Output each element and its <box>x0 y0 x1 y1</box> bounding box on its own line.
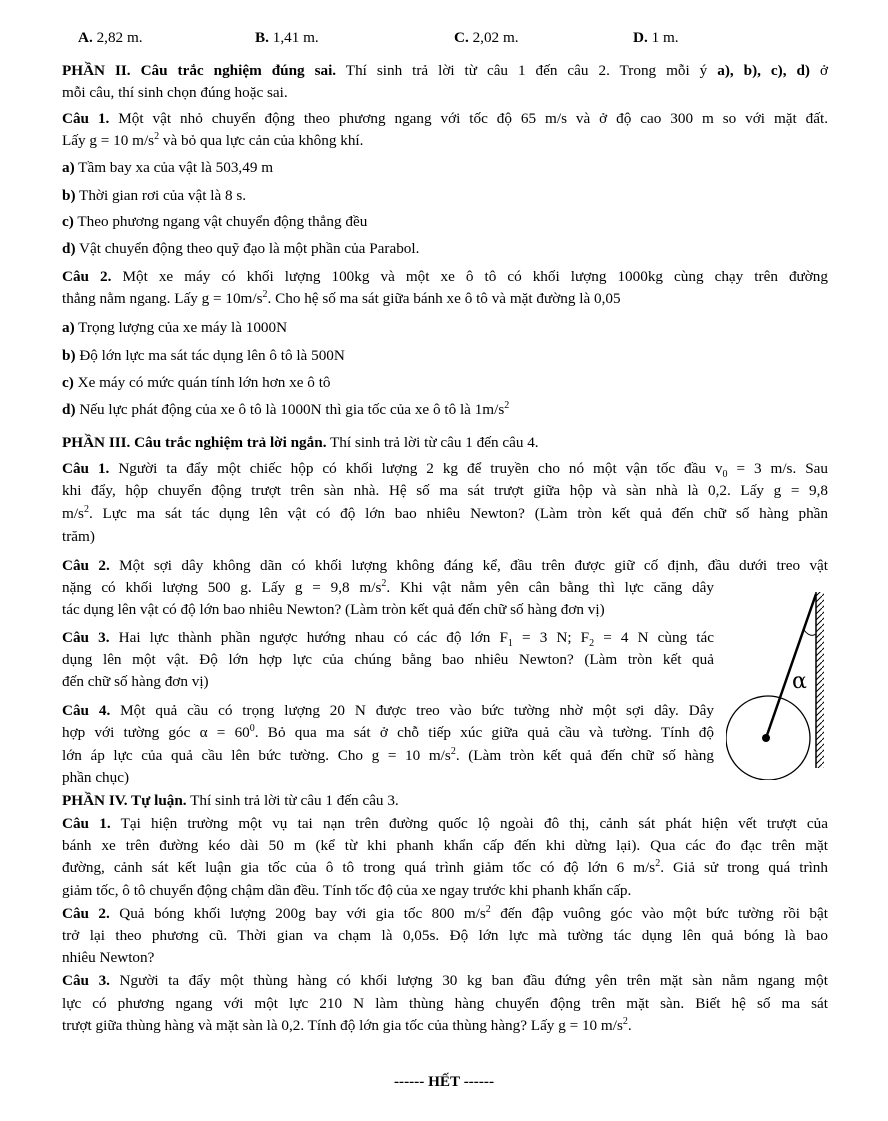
part3-question3-line2: dụng lên một vật. Độ lớn hợp lực của chúng bằng bao nhiêu Newton? (Làm tròn kết quả <box>62 651 714 668</box>
part4-question3-line2: lực có phương ngang với một lực 210 N làm thùng hàng chuyển động trên mặt sàn. Biết hệ số ma sát <box>62 995 828 1012</box>
part3-question3: Câu 3. Hai lực thành phần ngược hướng nhau có các độ lớn $F_1 = 3$ N; $F_2 = 4$ N cùng tác <box>62 629 714 650</box>
part2-question2-line2: thẳng nằm ngang. Lấy $g = 10m/s^2$. Cho hệ số ma sát giữa bánh xe ô tô và mặt đường là 0,05 <box>62 288 621 307</box>
part4-question2-line3: nhiêu Newton? <box>62 949 155 966</box>
answer-option-c: C. 2,02 m. <box>454 29 519 46</box>
wall-hatching <box>816 592 824 768</box>
ball-center-dot <box>762 734 770 742</box>
part4-question1: Câu 1. Tại hiện trường một vụ tai nạn trên đường quốc lộ ngoài đô thị, cảnh sát phát hiện vết trượt của <box>62 815 828 832</box>
part2-q2-item-d: d) Nếu lực phát động của xe ô tô là 1000N thì gia tốc của xe ô tô là $1m/s^2$ <box>62 399 510 418</box>
part3-question4-line4: phần chục) <box>62 769 130 786</box>
hanging-ball-figure <box>726 590 830 780</box>
part3-question1-line2: khi đẩy, hộp chuyển động trượt trên sàn nhà. Hệ số ma sát trượt giữa hộp và sàn nhà là 0,2. Lấy g = 9,8 <box>62 482 828 499</box>
part3-question4-line2: hợp với tường góc $\alpha = 60^0$. Bỏ qua ma sát ở chỗ tiếp xúc giữa quả cầu và tường. Tính độ <box>62 722 714 741</box>
part2-q1-item-d: d) Vật chuyển động theo quỹ đạo là một phần của Parabol. <box>62 240 420 257</box>
part3-question2-line3: tác dụng lên vật có độ lớn bao nhiêu Newton? (Làm tròn kết quả đến chữ số hàng đơn vị) <box>62 601 605 618</box>
part2-q1-item-a: a) Tầm bay xa của vật là 503,49 m <box>62 159 274 176</box>
part2-q1-item-c: c) Theo phương ngang vật chuyển động thẳng đều <box>62 213 368 230</box>
part3-question2: Câu 2. Một sợi dây không dãn có khối lượng không đáng kể, đầu trên được giữ cố định, đầu dưới treo vật <box>62 557 828 574</box>
answer-option-a: A. 2,82 m. <box>78 29 143 46</box>
angle-alpha-label: α <box>792 669 807 694</box>
end-marker: ------ HẾT ------ <box>393 1073 495 1090</box>
part2-question2: Câu 2. Một xe máy có khối lượng 100kg và một xe ô tô có khối lượng 1000kg cùng chạy trên đường <box>62 268 828 285</box>
part3-question4-line3: lớn áp lực của quả cầu lên bức tường. Cho g = 10 $m/s^2$. (Làm tròn kết quả đến chữ số hàng <box>62 745 714 764</box>
part3-question2-line2: nặng có khối lượng 500 g. Lấy g = 9,8 $m/s^2$. Khi vật nằm yên cân bằng thì lực căng dây <box>62 577 714 596</box>
part4-question2: Câu 2. Quả bóng khối lượng 200g bay với gia tốc 800 $m/s^2$ đến đập vuông góc vào một bức tường rồi bật <box>62 903 828 922</box>
part3-question1-line3: $m/s^2$. Lực ma sát tác dụng lên vật có độ lớn bao nhiêu Newton? (Làm tròn kết quả đến chữ số hàng phần <box>62 503 828 522</box>
answer-option-d: D. 1 m. <box>633 29 679 46</box>
part3-question4: Câu 4. Một quả cầu có trọng lượng 20 N được treo vào bức tường nhờ một sợi dây. Dây <box>62 702 714 719</box>
part3-heading: PHẦN III. Câu trắc nghiệm trả lời ngắn. Thí sinh trả lời từ câu 1 đến câu 4. <box>62 434 539 451</box>
part3-question3-line3: đến chữ số hàng đơn vị) <box>62 673 209 690</box>
part2-question1: Câu 1. Một vật nhỏ chuyển động theo phương ngang với tốc độ 65 m/s và ở độ cao 300 m so với mặt đất. <box>62 110 829 127</box>
part4-question3-line3: trượt giữa thùng hàng và mặt sàn là 0,2. Tính độ lớn gia tốc của thùng hàng? Lấy g = 10 $m/s^2$. <box>62 1015 632 1034</box>
part2-intro-line: mỗi câu, thí sinh chọn đúng hoặc sai. <box>62 84 288 101</box>
part4-question1-line2: bánh xe trên đường kéo dài 50 m (kể từ khi phanh khẩn cấp đến khi dừng lại). Qua các đo đạc trên mặt <box>62 837 828 854</box>
part3-question1: Câu 1. Người ta đẩy một chiếc hộp có khối lượng 2 kg để truyền cho nó một vận tốc đầu $v_0 = 3$ m/s. Sau <box>62 460 828 481</box>
part2-q2-item-a: a) Trọng lượng của xe máy là 1000N <box>62 319 288 336</box>
part4-question1-line4: giảm tốc, ô tô chuyển động chậm dần đều. Tính tốc độ của xe ngay trước khi phanh khẩn cấp. <box>62 882 632 899</box>
part4-heading: PHẦN IV. Tự luận. Thí sinh trả lời từ câu 1 đến câu 3. <box>62 792 399 809</box>
answer-option-b: B. 1,41 m. <box>255 29 319 46</box>
part2-q2-item-c: c) Xe máy có mức quán tính lớn hơn xe ô tô <box>62 374 331 391</box>
part3-question1-line4: trăm) <box>62 528 95 545</box>
part2-heading: PHẦN II. Câu trắc nghiệm đúng sai. Thí sinh trả lời từ câu 1 đến câu 2. Trong mỗi ý a), b), c), d) ở <box>62 62 828 79</box>
part2-q2-item-b: b) Độ lớn lực ma sát tác dụng lên ô tô là 500N <box>62 347 345 364</box>
part2-question1-line2: Lấy g = 10 $m/s^2$ và bỏ qua lực cản của không khí. <box>62 130 364 149</box>
part4-question3: Câu 3. Người ta đẩy một thùng hàng có khối lượng 30 kg ban đầu đứng yên trên mặt sàn nằm ngang một <box>62 972 828 989</box>
part4-question1-line3: đường, cảnh sát kết luận gia tốc của ô tô trong quá trình giảm tốc có độ lớn 6 $m/s^2$. Giả sử trong quá trình <box>62 857 828 876</box>
string-line <box>766 594 816 738</box>
angle-arc <box>804 630 816 635</box>
part4-question2-line2: trở lại theo phương cũ. Thời gian va chạm là 0,05s. Độ lớn lực mà tường tác dụng lên quả bóng là bao <box>62 927 828 944</box>
part2-q1-item-b: b) Thời gian rơi của vật là 8 s. <box>62 187 247 204</box>
